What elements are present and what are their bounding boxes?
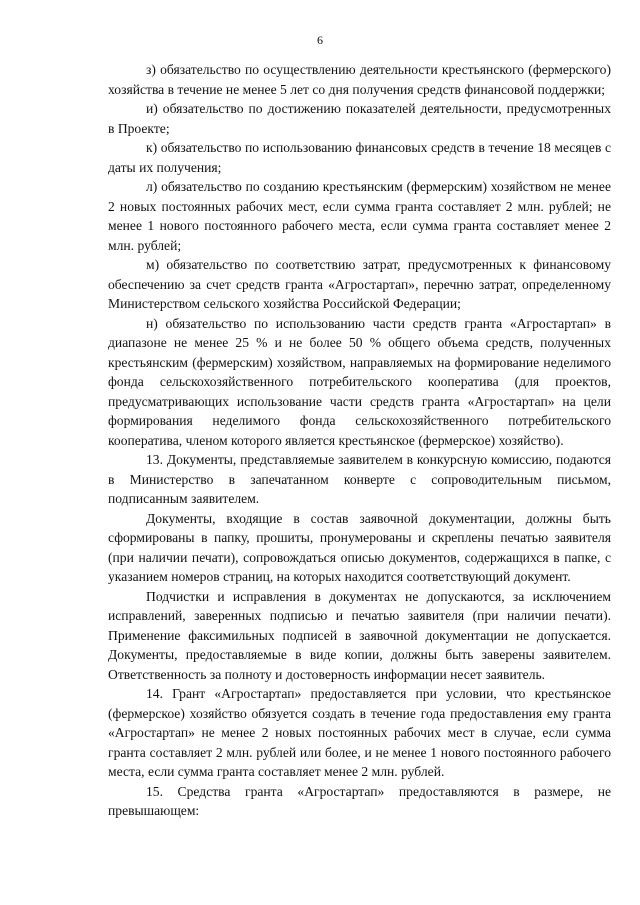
paragraph-item-n: н) обязательство по использованию части средств гранта «Агростартап» в диапазоне не менее 25 % и не более 50 % общего объема средств, полученных крестьянским (фермерским) хозяйством, направляемых на формирование неделимого фонда сельскохозяйственного потребительского кооператива (для проектов, предусматривающих использование части средств гранта «Агростартап» на цели формирования неделимого фонда сельскохозяйственного потребительского кооператива, членом которого является крестьянское (фермерское) хозяйство).: [108, 315, 611, 448]
paragraph-item-m: м) обязательство по соответствию затрат, предусмотренных к финансовому обеспечению за счет средств гранта «Агростартап», перечню затрат, определенному Министерством сельского хозяйства Российской Федерации;: [108, 257, 611, 311]
paragraph-item-i: и) обязательство по достижению показателей деятельности, предусмотренных в Проекте;: [108, 101, 611, 136]
paragraph-item-k: к) обязательство по использованию финансовых средств в течение 18 месяцев с даты их получения;: [108, 140, 611, 175]
paragraph-clause-14: 14. Грант «Агростартап» предоставляется при условии, что крестьянское (фермерское) хозяйство обязуется создать в течение года предоставления ему гранта «Агростартап» не менее 2 новых постоянных рабочих мест в случае, если сумма гранта составляет 2 млн. рублей или более, и не менее 1 нового постоянного рабочего места, если сумма гранта составляет менее 2 млн. рублей.: [108, 686, 611, 779]
page-number: 6: [317, 33, 323, 47]
paragraph-clause-13: 13. Документы, представляемые заявителем в конкурсную комиссию, подаются в Министерство в запечатанном конверте с сопроводительным письмом, подписанным заявителем.: [108, 452, 611, 506]
paragraph-corrections: Подчистки и исправления в документах не допускаются, за исключением исправлений, заверенных подписью и печатью заявителя (при наличии печати). Применение факсимильных подписей в заявочной документации не допускается. Документы, предоставляемые в виде копии, должны быть заверены заявителем. Ответственность за полноту и достоверность информации несет заявитель.: [108, 588, 611, 682]
paragraph-clause-15: 15. Средства гранта «Агростартап» предоставляются в размере, не превышающем:: [108, 783, 611, 818]
document-body: [108, 60, 611, 821]
paragraph-documents-folder: Документы, входящие в состав заявочной документации, должны быть сформированы в папку, прошиты, пронумерованы и скреплены печатью заявителя (при наличии печати), сопровождаться описью документов, содержащихся в папке, с указанием номеров страниц, на которых находится соответствующий документ.: [108, 510, 611, 584]
paragraph-item-l: л) обязательство по созданию крестьянским (фермерским) хозяйством не менее 2 новых постоянных рабочих мест, если сумма гранта составляет 2 млн. рублей; не менее 1 нового постоянного рабочего места, если сумма гранта составляет менее 2 млн. рублей;: [108, 179, 611, 253]
paragraph-item-z: з) обязательство по осуществлению деятельности крестьянского (фермерского) хозяйства в течение не менее 5 лет со дня получения средств финансовой поддержки;: [108, 62, 611, 97]
